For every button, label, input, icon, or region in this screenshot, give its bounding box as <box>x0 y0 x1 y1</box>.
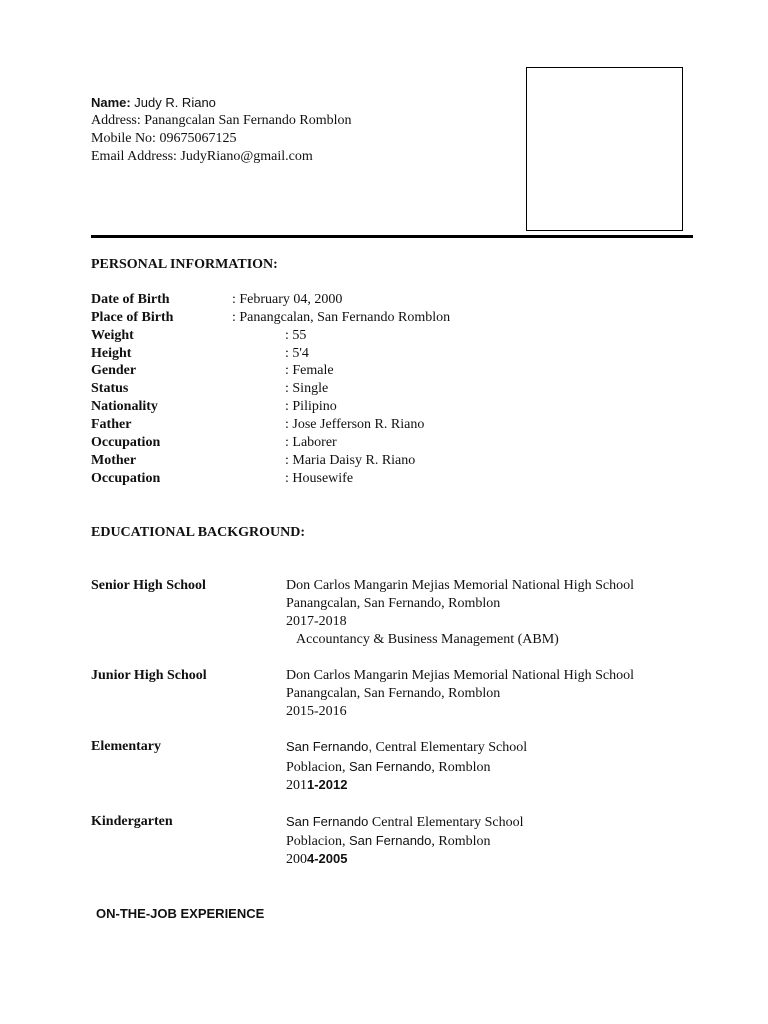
kinder-school-name: Central Elementary School <box>368 815 524 830</box>
nationality-value: : Pilipino <box>285 399 337 414</box>
jhs-school: Don Carlos Mangarin Mejias Memorial National High School <box>286 668 634 683</box>
jhs-address: Panangcalan, San Fernando, Romblon <box>286 686 501 701</box>
status-value: : Single <box>285 381 329 396</box>
shs-address: Panangcalan, San Fernando, Romblon <box>286 596 501 611</box>
elem-addr-part: Poblacion, <box>286 760 349 775</box>
kinder-addr-part: Poblacion, <box>286 834 349 849</box>
jhs-level: Junior High School <box>91 668 207 683</box>
divider-rule <box>91 235 693 238</box>
shs-school: Don Carlos Mangarin Mejias Memorial National High School <box>286 578 634 593</box>
elem-school-name: Central Elementary School <box>372 740 528 755</box>
kinder-address <box>286 832 491 851</box>
father-occupation-label: Occupation <box>91 435 161 450</box>
father-occupation-value: : Laborer <box>285 435 337 450</box>
elem-years-end: 1-2012 <box>307 777 348 792</box>
photo-placeholder <box>526 67 683 231</box>
elem-addr-town: San Fernando <box>349 759 432 774</box>
height-value: : 5'4 <box>285 346 309 361</box>
personal-heading: PERSONAL INFORMATION: <box>91 257 278 272</box>
pob-value: : Panangcalan, San Fernando Romblon <box>232 310 451 325</box>
father-label: Father <box>91 417 132 432</box>
kinder-school-town: San Fernando <box>286 814 369 829</box>
kinder-school <box>286 813 524 832</box>
elem-years-start: 201 <box>286 778 307 793</box>
contact-address: Address: Panangcalan San Fernando Romblon <box>91 113 352 128</box>
kinder-years-start: 200 <box>286 852 307 867</box>
mother-occupation-value: : Housewife <box>285 471 354 486</box>
elem-level: Elementary <box>91 739 161 754</box>
mother-label: Mother <box>91 453 137 468</box>
mother-value: : Maria Daisy R. Riano <box>285 453 416 468</box>
elem-school <box>286 738 527 757</box>
shs-strand: Accountancy & Business Management (ABM) <box>296 632 559 647</box>
elem-school-town: San Fernando, <box>286 739 373 754</box>
weight-value: : 55 <box>285 328 307 343</box>
gender-value: : Female <box>285 363 334 378</box>
weight-label: Weight <box>91 328 134 343</box>
kinder-years <box>286 850 347 869</box>
status-label: Status <box>91 381 129 396</box>
kinder-years-end: 4-2005 <box>307 851 348 866</box>
ojt-heading: ON-THE-JOB EXPERIENCE <box>96 906 265 921</box>
contact-name-line <box>91 94 216 113</box>
name-value: Judy R. Riano <box>134 95 216 110</box>
mother-occupation-label: Occupation <box>91 471 161 486</box>
shs-level: Senior High School <box>91 578 206 593</box>
name-label: Name: <box>91 95 131 110</box>
shs-years: 2017-2018 <box>286 614 347 629</box>
jhs-years: 2015-2016 <box>286 704 347 719</box>
elem-addr-province: , Romblon <box>431 760 491 775</box>
kinder-addr-town: San Fernando <box>349 833 432 848</box>
father-value: : Jose Jefferson R. Riano <box>285 417 425 432</box>
elem-years <box>286 776 347 795</box>
kinder-addr-province: , Romblon <box>431 834 491 849</box>
education-heading: EDUCATIONAL BACKGROUND: <box>91 525 306 540</box>
gender-label: Gender <box>91 363 137 378</box>
elem-address <box>286 758 491 777</box>
dob-label: Date of Birth <box>91 292 170 307</box>
contact-mobile: Mobile No: 09675067125 <box>91 131 237 146</box>
pob-label: Place of Birth <box>91 310 174 325</box>
height-label: Height <box>91 346 132 361</box>
contact-email: Email Address: JudyRiano@gmail.com <box>91 149 313 164</box>
nationality-label: Nationality <box>91 399 158 414</box>
kinder-level: Kindergarten <box>91 814 173 829</box>
dob-value: : February 04, 2000 <box>232 292 343 307</box>
